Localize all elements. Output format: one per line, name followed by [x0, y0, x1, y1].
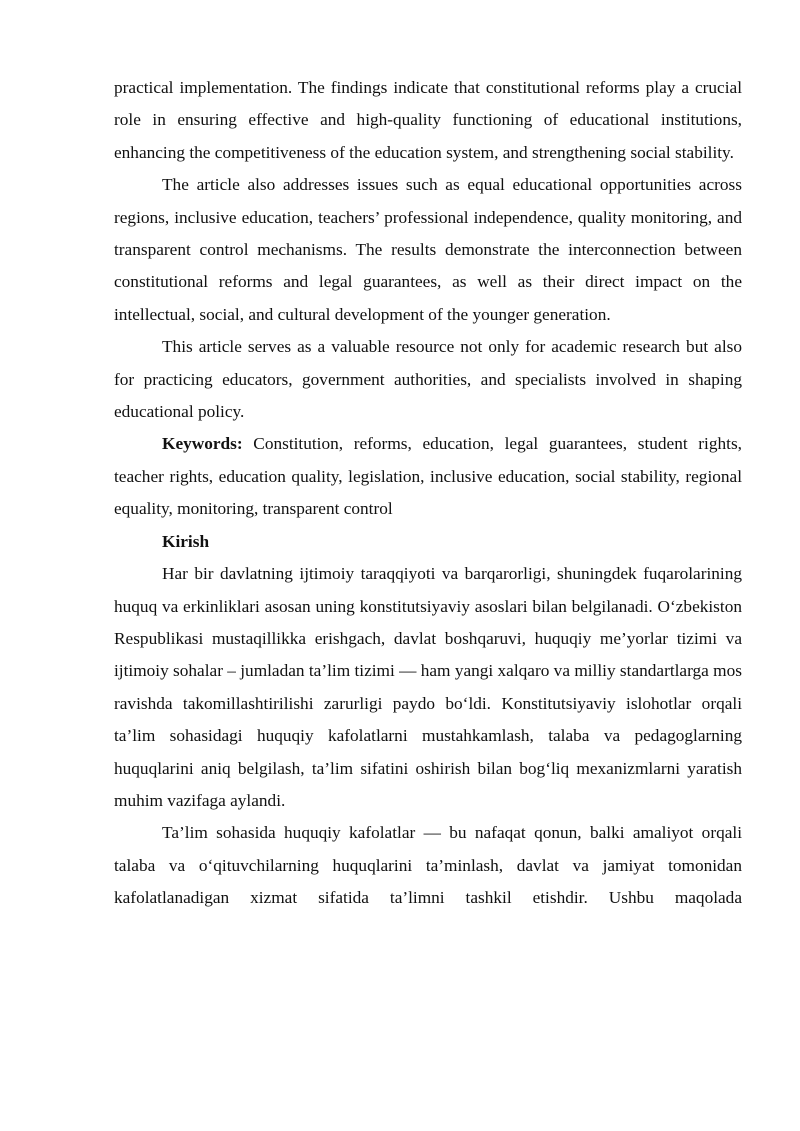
keywords-text: Constitution, reforms, education, legal guarantees, student rights, teacher rights, education quality, legislation, inclusive education, social stability, regional equality, monitoring, transparent control — [114, 434, 742, 519]
abstract-paragraph-2: The article also addresses issues such as equal educational opportunities across regions, inclusive education, teachers’ professional independence, quality monitoring, and transparent control mechanisms. The results demonstrate the interconnection between constitutional reforms and legal guarantees, as well as their direct impact on the intellectual, social, and cultural development of the younger generation. — [114, 175, 742, 324]
intro-paragraph-2: Ta’lim sohasida huquqiy kafolatlar — bu nafaqat qonun, balki amaliyot orqali talaba va o‘qituvchilarning huquqlarini ta’minlash, davlat va jamiyat tomonidan kafolatlanadigan xizmat sifatida ta’limni tashkil etishdir. Ushbu maqolada — [114, 823, 742, 908]
keywords-paragraph — [114, 428, 742, 525]
intro-paragraph-1: Har bir davlatning ijtimoiy taraqqiyoti va barqarorligi, shuningdek fuqarolarining huquq va erkinliklari asosan uning konstitutsiyaviy asoslari bilan belgilanadi. O‘zbekiston Respublikasi mustaqillikka erishgach, davlat boshqaruvi, huquqiy me’yorlar tizimi va ijtimoiy sohalar – jumladan ta’lim tizimi — ham yangi xalqaro va milliy standartlarga mos ravishda takomillashtirilishi zarurligi paydo bo‘ldi. Konstitutsiyaviy islohotlar orqali ta’lim sohasidagi huquqiy kafolatlarni mustahkamlash, talaba va pedagoglarning huquqlarini aniq belgilash, ta’lim sifatini oshirish bilan bog‘liq mexanizmlarni yaratish muhim vazifaga aylandi. — [114, 564, 742, 810]
abstract-paragraph-1: practical implementation. The findings indicate that constitutional reforms play a crucial role in ensuring effective and high-quality functioning of educational institutions, enhancing the competitiveness of the education system, and strengthening social stability. — [114, 78, 742, 162]
keywords-label: Keywords: — [162, 434, 243, 454]
document-page — [114, 72, 742, 915]
abstract-paragraph-3: This article serves as a valuable resource not only for academic research but also for practicing educators, government authorities, and specialists involved in shaping educational policy. — [114, 337, 742, 422]
section-heading-kirish: Kirish — [162, 531, 210, 551]
